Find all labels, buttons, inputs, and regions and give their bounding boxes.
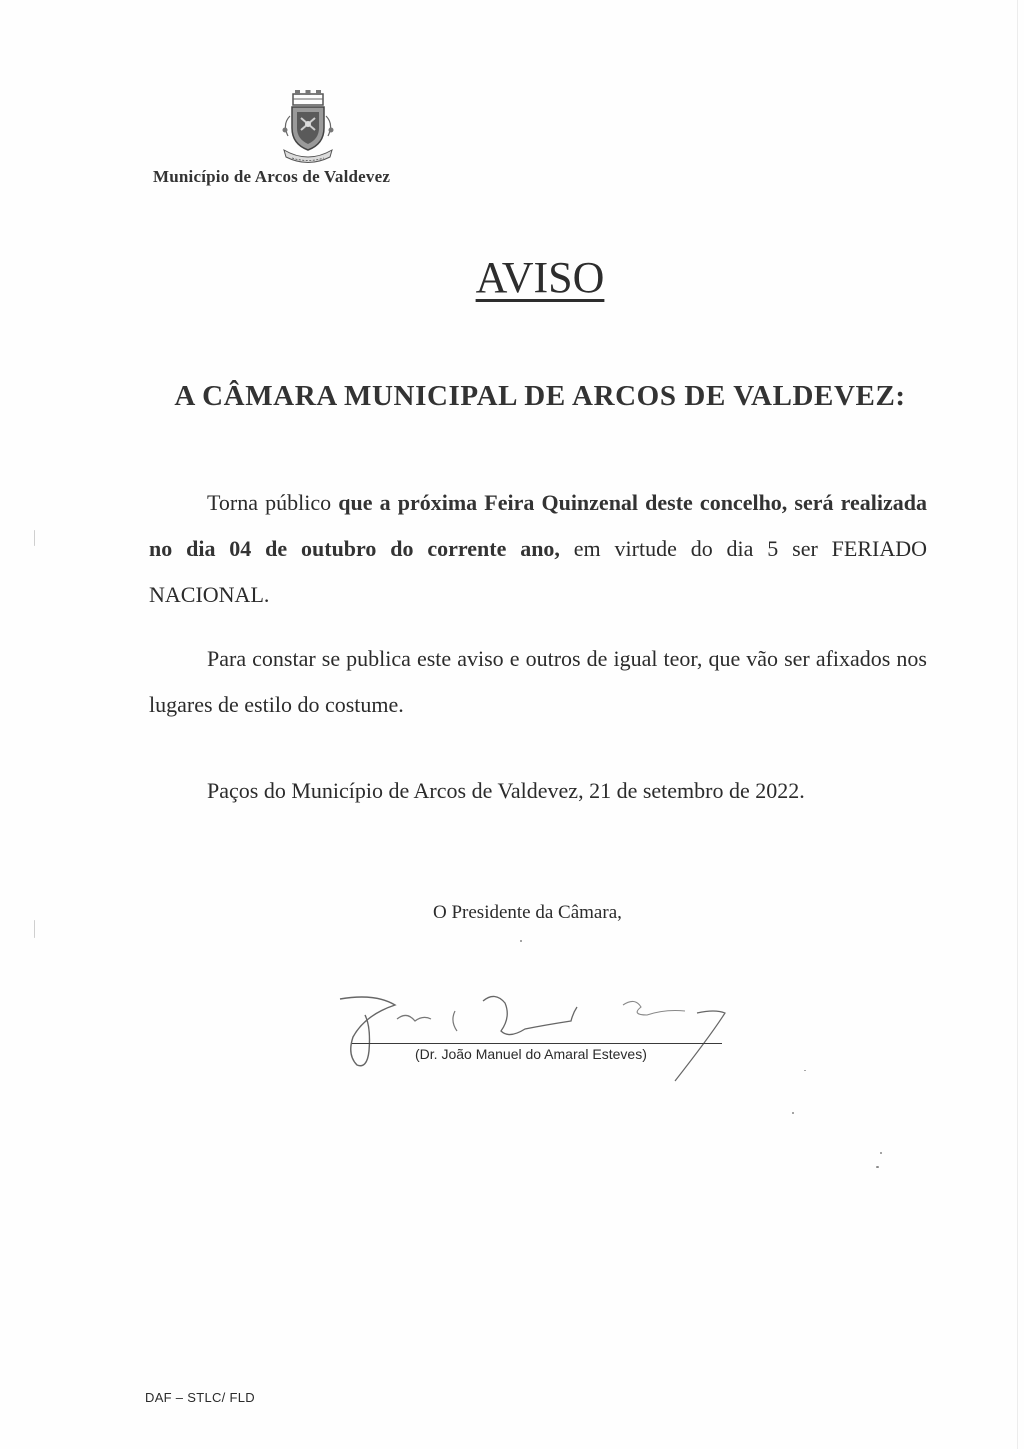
scan-speck: [34, 920, 35, 938]
signatory-role: O Presidente da Câmara,: [433, 902, 622, 923]
document-reference: DAF – STLC/ FLD: [145, 1390, 255, 1405]
scan-speck: [792, 1112, 794, 1114]
scan-speck: [804, 1070, 806, 1071]
notice-title-text: AVISO: [475, 253, 605, 302]
scan-speck: [34, 530, 35, 546]
notice-title: [0, 252, 1024, 303]
dateline: Paços do Município de Arcos de Valdevez, 21 de setembro de 2022.: [207, 778, 805, 803]
handwritten-signature-icon: [335, 985, 735, 1095]
paragraph-1-bold: que a próxima Feira Quinzenal deste concelho, será realizada no dia 04 de outubro do corrente ano,: [149, 490, 927, 561]
scan-speck: [880, 1152, 882, 1154]
scan-speck: [876, 1166, 879, 1168]
council-heading: A CÂMARA MUNICIPAL DE ARCOS DE VALDEVEZ:: [174, 380, 906, 412]
notice-paragraph-1: [149, 480, 927, 618]
notice-paragraph-2: Para constar se publica este aviso e outros de igual teor, que vão ser afixados nos lugares de estilo do costume.: [149, 646, 927, 717]
page-edge: [1017, 0, 1018, 1449]
signature-line: [352, 1043, 722, 1044]
scan-speck: [520, 940, 522, 942]
paragraph-1-tail: em virtude do dia 5 ser FERIADO NACIONAL.: [149, 536, 927, 607]
paragraph-1-lead: Torna público: [207, 490, 339, 515]
municipality-name: Município de Arcos de Valdevez: [153, 167, 391, 186]
municipal-coat-of-arms-icon: [268, 88, 348, 168]
signatory-name: (Dr. João Manuel do Amaral Esteves): [415, 1046, 647, 1062]
